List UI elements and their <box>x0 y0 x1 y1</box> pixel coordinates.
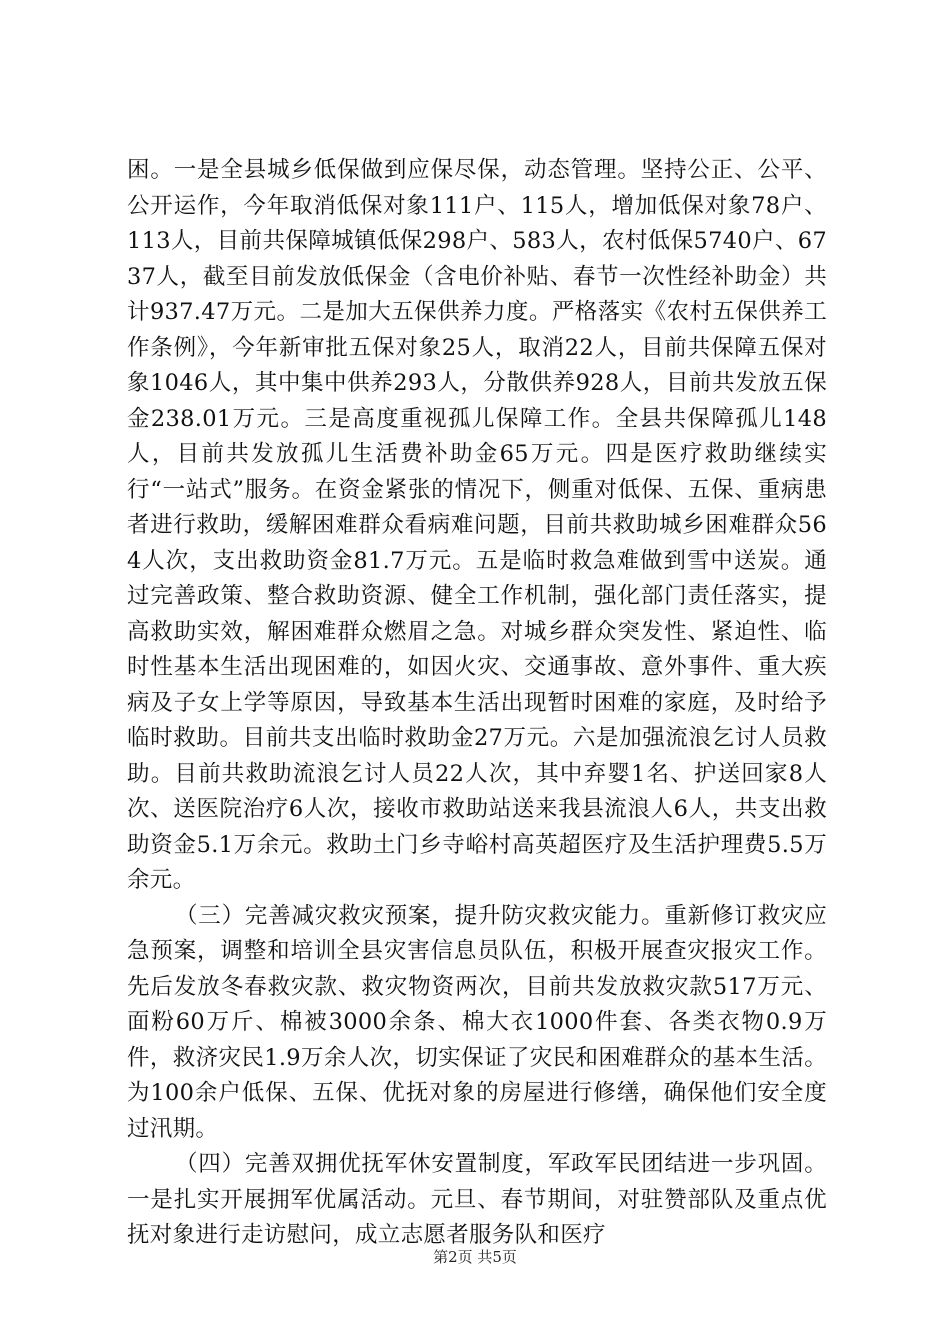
document-body <box>127 153 827 1254</box>
paragraph-continued: 困。一是全县城乡低保做到应保尽保，动态管理。坚持公正、公平、公开运作，今年取消低保对象111户、115人，增加低保对象78户、113人，目前共保障城镇低保298户、583人，农村低保5740户、6737人，截至目前发放低保金（含电价补贴、春节一次性经补助金）共计937.47万元。二是加大五保供养力度。严格落实《农村五保供养工作条例》，今年新审批五保对象25人，取消22人，目前共保障五保对象1046人，其中集中供养293人，分散供养928人，目前共发放五保金238.01万元。三是高度重视孤儿保障工作。全县共保障孤儿148人，目前共发放孤儿生活费补助金65万元。四是医疗救助继续实行“一站式”服务。在资金紧张的情况下，侧重对低保、五保、重病患者进行救助，缓解困难群众看病难问题，目前共救助城乡困难群众564人次，支出救助资金81.7万元。五是临时救急难做到雪中送炭。通过完善政策、整合救助资源、健全工作机制，强化部门责任落实，提高救助实效，解困难群众燃眉之急。对城乡群众突发性、紧迫性、临时性基本生活出现困难的，如因火灾、交通事故、意外事件、重大疾病及子女上学等原因，导致基本生活出现暂时困难的家庭，及时给予临时救助。目前共支出临时救助金27万元。六是加强流浪乞讨人员救助。目前共救助流浪乞讨人员22人次，其中弃婴1名、护送回家8人次、送医院治疗6人次，接收市救助站送来我县流浪人6人，共支出救助资金5.1万余元。救助土门乡寺峪村高英超医疗及生活护理费5.5万余元。 <box>127 157 827 893</box>
page-number-footer: 第2页 共5页 <box>433 1248 517 1266</box>
paragraph-military-support: （四）完善双拥优抚军休安置制度，军政军民团结进一步巩固。一是扎实开展拥军优属活动。元旦、春节期间，对驻赞部队及重点优抚对象进行走访慰问，成立志愿者服务队和医疗 <box>127 1151 827 1248</box>
paragraph-disaster-relief: （三）完善减灾救灾预案，提升防灾救灾能力。重新修订救灾应急预案，调整和培训全县灾害信息员队伍，积极开展查灾报灾工作。先后发放冬春救灾款、救灾物资两次，目前共发放救灾款517万元、面粉60万斤、棉被3000余条、棉大衣1000件套、各类衣物0.9万件，救济灾民1.9万余人次，切实保证了灾民和困难群众的基本生活。为100余户低保、五保、优抚对象的房屋进行修缮，确保他们安全度过汛期。 <box>127 902 827 1142</box>
